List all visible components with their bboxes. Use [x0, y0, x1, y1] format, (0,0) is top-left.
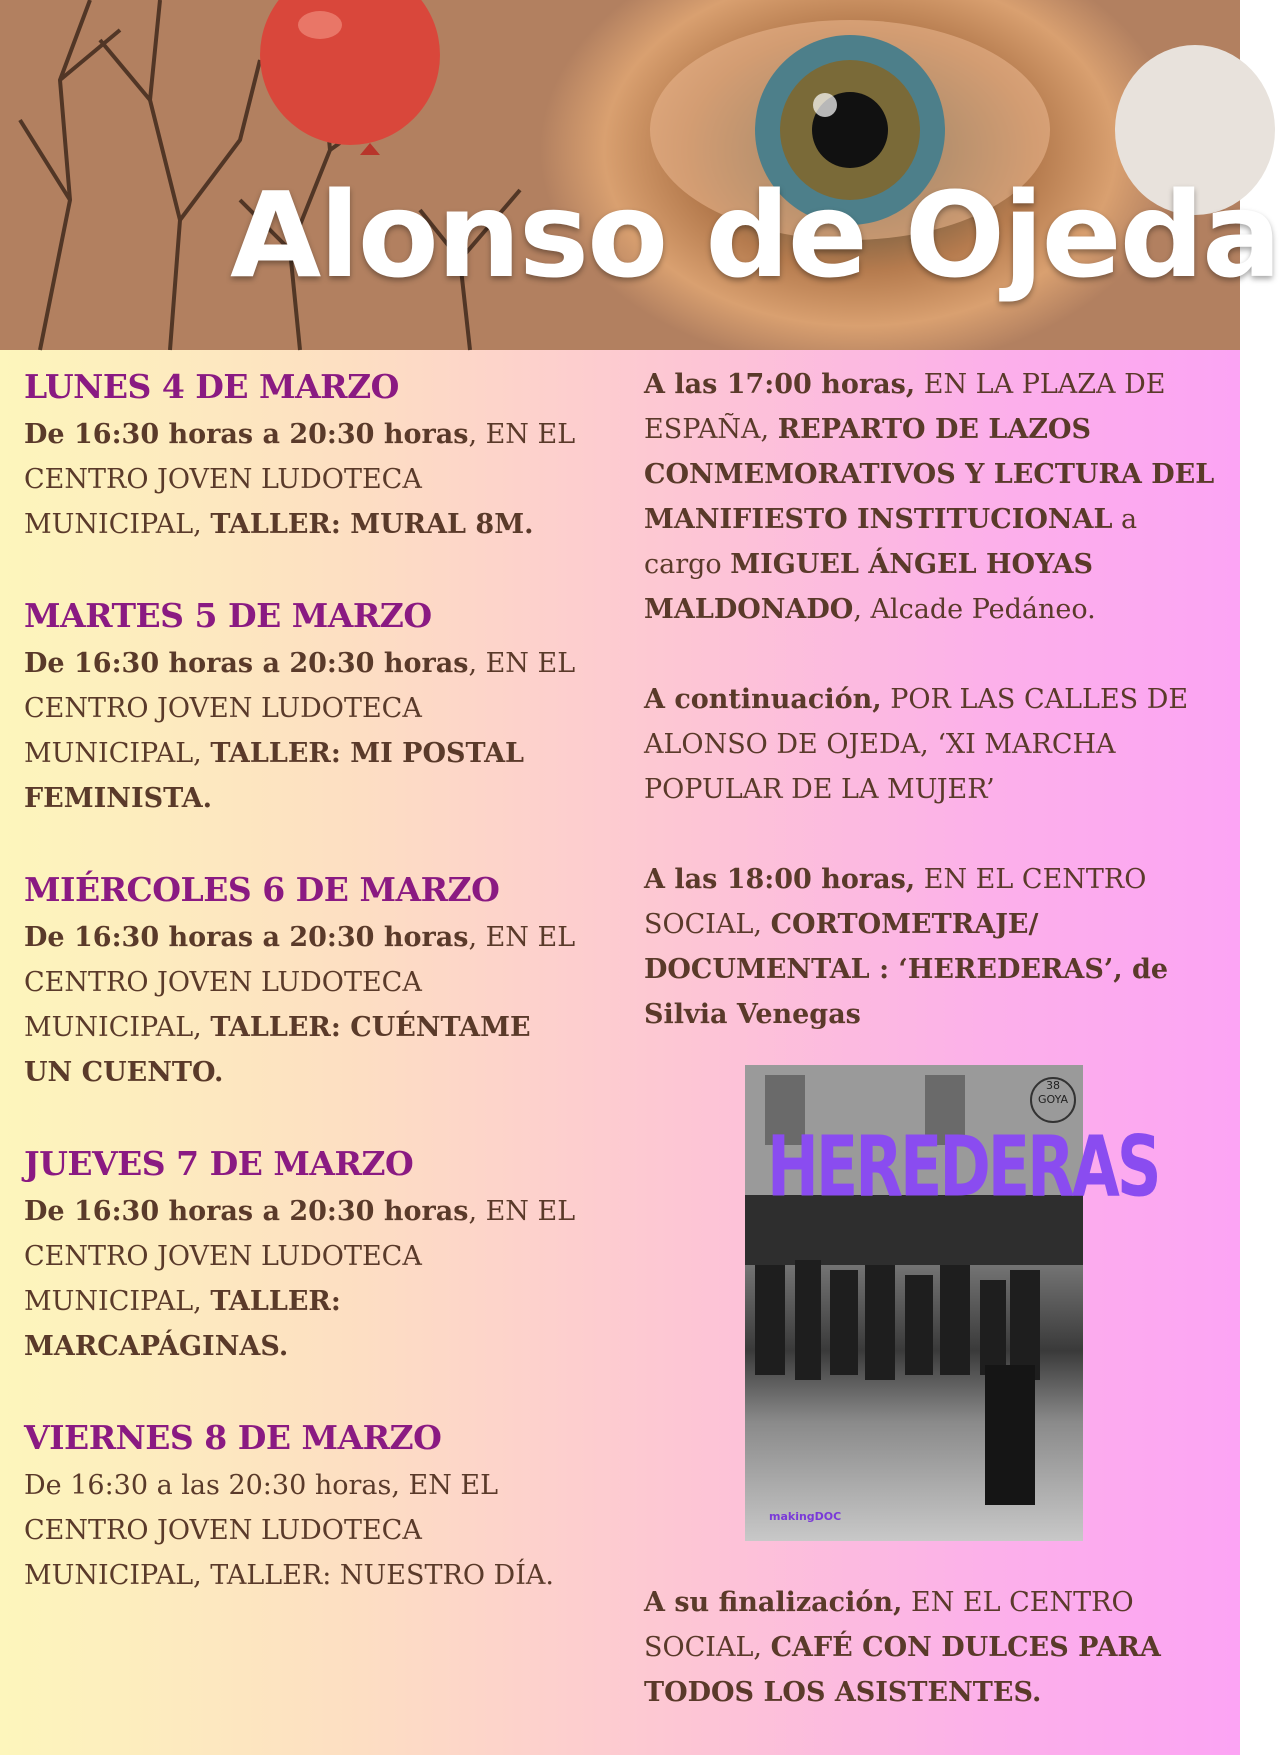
normal-text: EN EL CENTRO [915, 864, 1147, 895]
bold-text: TALLER: CUÉNTAME [210, 1012, 531, 1043]
event-line [644, 767, 1224, 812]
normal-text: SOCIAL, [644, 909, 771, 940]
event-line [644, 857, 1224, 902]
schedule-line [24, 1508, 614, 1553]
event-line [644, 407, 1224, 452]
normal-text: , EN EL [468, 1196, 576, 1227]
normal-text: CENTRO JOVEN LUDOTECA [24, 464, 422, 495]
event-line [644, 587, 1224, 632]
schedule-line [24, 457, 614, 502]
normal-text: , EN EL [468, 922, 576, 953]
schedule-day [24, 591, 614, 821]
day-title: VIERNES 8 DE MARZO [24, 1418, 442, 1457]
schedule-line [24, 1234, 614, 1279]
bold-text: A las 17:00 horas, [644, 369, 916, 400]
schedule-line [24, 1463, 614, 1508]
bold-text: TALLER: MURAL 8M. [210, 509, 534, 540]
event-march [644, 677, 1224, 812]
event-screening [644, 857, 1224, 1037]
day-title: JUEVES 7 DE MARZO [24, 1144, 414, 1183]
bold-text: De 16:30 horas a 20:30 horas [24, 419, 469, 450]
schedule-line [24, 412, 614, 457]
day-title: MIÉRCOLES 6 DE MARZO [24, 870, 500, 909]
schedule-line [24, 1189, 614, 1234]
normal-text: SOCIAL, [644, 1632, 771, 1663]
bold-text: MIGUEL ÁNGEL HOYAS [730, 549, 1094, 580]
schedule-line [24, 731, 614, 776]
schedule-line [24, 915, 614, 960]
event-line [644, 497, 1224, 542]
bold-text: UN CUENTO. [24, 1057, 224, 1088]
bold-text: TALLER: [210, 1286, 341, 1317]
event-line [644, 1580, 1224, 1625]
normal-text: CENTRO JOVEN LUDOTECA [24, 967, 422, 998]
event-line [644, 362, 1224, 407]
header-banner [0, 0, 1280, 350]
schedule-day [24, 1413, 614, 1598]
normal-text: MUNICIPAL, [24, 738, 211, 769]
day-title: LUNES 4 DE MARZO [24, 367, 399, 406]
schedule-line [24, 1005, 614, 1050]
schedule-line [24, 1279, 614, 1324]
normal-text: EN LA PLAZA DE [915, 369, 1166, 400]
bold-text: CAFÉ CON DULCES PARA [770, 1632, 1161, 1663]
event-line [644, 1625, 1224, 1670]
event-finale [644, 1580, 1224, 1715]
normal-text: MUNICIPAL, [24, 1012, 211, 1043]
bold-text: De 16:30 horas a 20:30 horas [24, 648, 469, 679]
normal-text: CENTRO JOVEN LUDOTECA [24, 1515, 422, 1546]
award-name: GOYA [1038, 1093, 1068, 1106]
bold-text: TALLER: MI POSTAL [210, 738, 525, 769]
schedule-day [24, 362, 614, 547]
schedule-line [24, 1324, 614, 1369]
bold-text: TODOS LOS ASISTENTES. [644, 1677, 1042, 1708]
event-line [644, 722, 1224, 767]
day-title: MARTES 5 DE MARZO [24, 596, 432, 635]
event-line [644, 677, 1224, 722]
events-column [644, 362, 1224, 1082]
bold-text: MALDONADO [644, 594, 854, 625]
event-line [644, 902, 1224, 947]
bold-text: Silvia Venegas [644, 999, 861, 1030]
normal-text: cargo [644, 549, 731, 580]
event-line [644, 947, 1224, 992]
normal-text: , EN EL [468, 648, 576, 679]
normal-text: ALONSO DE OJEDA, ‘XI MARCHA [644, 729, 1116, 760]
normal-text: MUNICIPAL, TALLER: NUESTRO DÍA. [24, 1560, 554, 1591]
bold-text: De 16:30 horas a 20:30 horas [24, 922, 469, 953]
schedule-day [24, 1139, 614, 1369]
bold-text: MANIFIESTO INSTITUCIONAL [644, 504, 1113, 535]
poster-title: HEREDERAS [767, 1117, 1159, 1216]
event-line [644, 452, 1224, 497]
schedule-line [24, 641, 614, 686]
event-plaza [644, 362, 1224, 632]
normal-text: De 16:30 a las 20:30 horas, EN EL [24, 1470, 499, 1501]
bold-text: A continuación, [644, 684, 882, 715]
normal-text: CENTRO JOVEN LUDOTECA [24, 1241, 422, 1272]
bold-text: De 16:30 horas a 20:30 horas [24, 1196, 469, 1227]
bold-text: CONMEMORATIVOS Y LECTURA DEL [644, 459, 1215, 490]
event-line [644, 992, 1224, 1037]
event-line [644, 542, 1224, 587]
normal-text: CENTRO JOVEN LUDOTECA [24, 693, 422, 724]
poster-logo: makingDOC [769, 1510, 842, 1523]
normal-text: ESPAÑA, [644, 414, 778, 445]
bold-text: FEMINISTA. [24, 783, 213, 814]
schedule-line [24, 1050, 614, 1095]
event-line [644, 1670, 1224, 1715]
normal-text: EN EL CENTRO [902, 1587, 1134, 1618]
schedule-line [24, 502, 614, 547]
normal-text: , EN EL [468, 419, 576, 450]
page-title: Alonso de Ojeda [230, 166, 1280, 304]
schedule-line [24, 776, 614, 821]
schedule-line [24, 686, 614, 731]
bold-text: CORTOMETRAJE/ [770, 909, 1039, 940]
normal-text: MUNICIPAL, [24, 1286, 211, 1317]
normal-text: a [1112, 504, 1138, 535]
bold-text: REPARTO DE LAZOS [777, 414, 1092, 445]
bold-text: DOCUMENTAL : ‘HEREDERAS’, de [644, 954, 1169, 985]
schedule-column [24, 362, 614, 1642]
schedule-day [24, 865, 614, 1095]
bold-text: A las 18:00 horas, [644, 864, 916, 895]
normal-text: POPULAR DE LA MUJER’ [644, 774, 995, 805]
film-poster-image [745, 1065, 1159, 1541]
award-number: 38 [1046, 1079, 1060, 1092]
schedule-line [24, 1553, 614, 1598]
normal-text: , Alcade Pedáneo. [853, 594, 1096, 625]
normal-text: POR LAS CALLES DE [881, 684, 1189, 715]
schedule-line [24, 960, 614, 1005]
normal-text: MUNICIPAL, [24, 509, 211, 540]
bold-text: A su finalización, [644, 1587, 903, 1618]
bold-text: MARCAPÁGINAS. [24, 1331, 289, 1362]
